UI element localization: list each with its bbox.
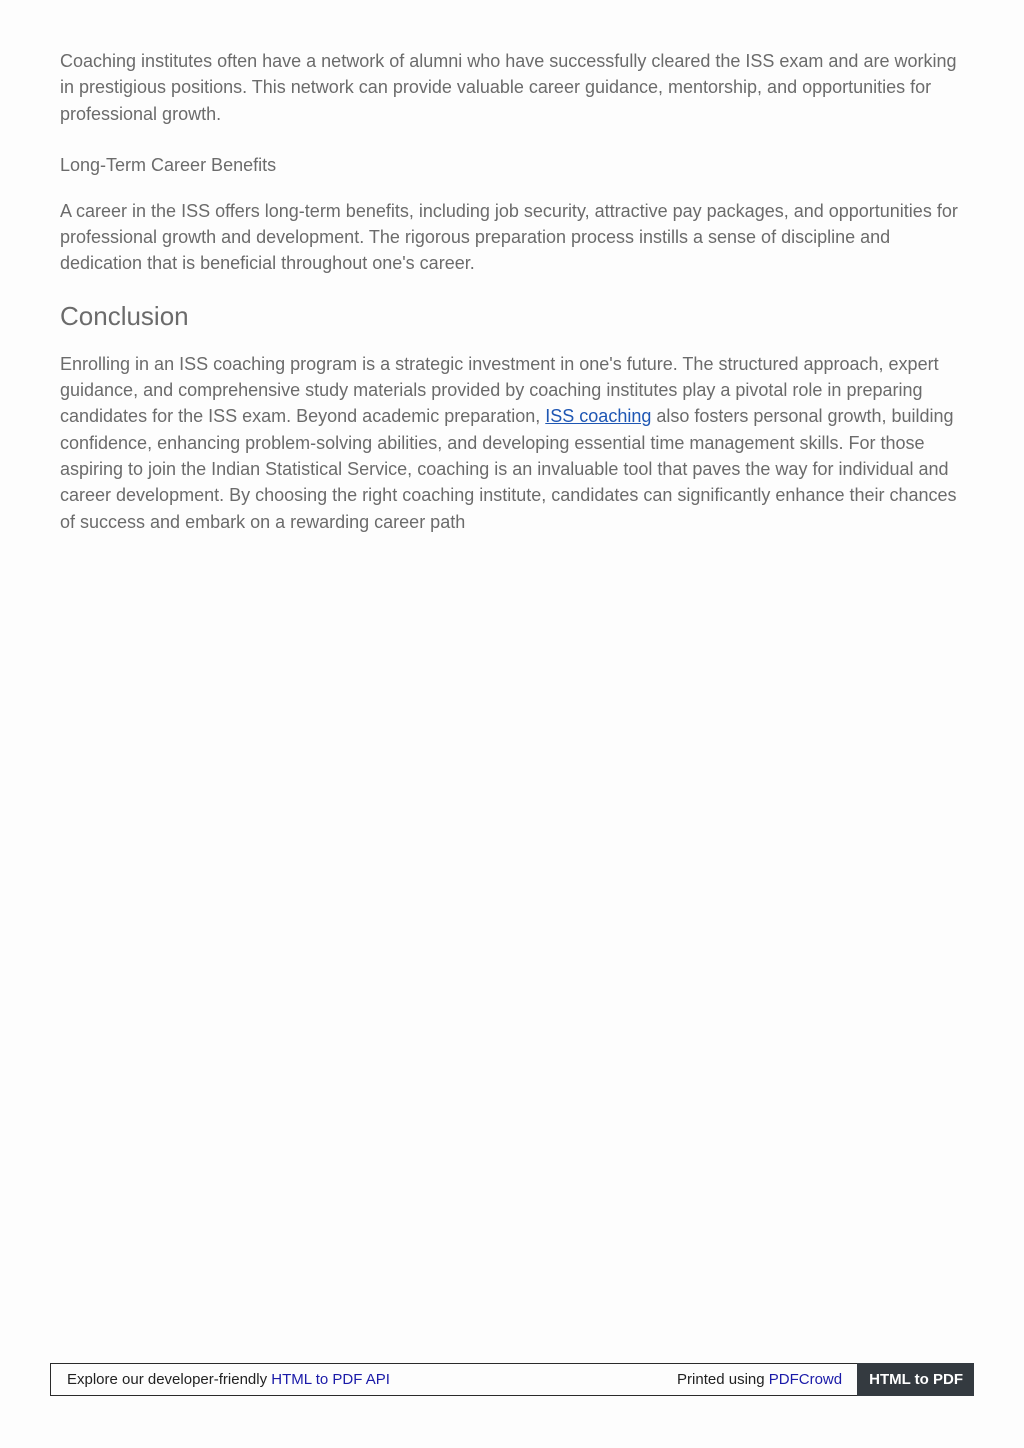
pdfcrowd-link[interactable]: PDFCrowd	[768, 1371, 843, 1388]
article-content	[60, 48, 970, 535]
iss-coaching-link[interactable]: ISS coaching	[545, 406, 652, 427]
subheading-long-term-benefits: Long-Term Career Benefits	[60, 154, 277, 175]
footer-explore-text: Explore our developer-friendly	[67, 1371, 272, 1388]
heading-conclusion: Conclusion	[60, 300, 189, 331]
footer-explore	[51, 1371, 677, 1388]
conclusion-text-end: also fosters personal growth, building confidence, enhancing problem-solving abilities, and developing essential time management skills. For those aspiring to join the Indian Statistical Service, coaching is an invaluable tool that paves the way for individual and career development. By choosing the right coaching institute, candidates can significantly enhance their chances of success and embark on a rewarding career path	[60, 406, 957, 532]
paragraph-long-term-benefits: A career in the ISS offers long-term benefits, including job security, attractive pay packages, and opportunities for professional growth and development. The rigorous preparation process instills a sense of discipline and dedication that is beneficial throughout one's career.	[60, 200, 958, 274]
conclusion-text-start: Enrolling in an ISS coaching program is a strategic investment in one's future. The structured approach, expert guidance, and comprehensive study materials provided by coaching institutes play a pivotal role in preparing candidates for the ISS exam. Beyond academic preparation,	[60, 353, 939, 427]
footer-printed	[677, 1371, 857, 1388]
pdf-footer-bar	[50, 1363, 974, 1396]
footer-printed-text: Printed using	[677, 1371, 769, 1388]
paragraph-alumni-network: Coaching institutes often have a network of alumni who have successfully cleared the ISS exam and are working in prestigious positions. This network can provide valuable career guidance, mentorship, and opportunities for professional growth.	[60, 51, 957, 124]
paragraph-conclusion	[60, 351, 970, 535]
html-to-pdf-badge[interactable]: HTML to PDF	[857, 1363, 974, 1396]
html-to-pdf-api-link[interactable]: HTML to PDF API	[271, 1371, 390, 1388]
